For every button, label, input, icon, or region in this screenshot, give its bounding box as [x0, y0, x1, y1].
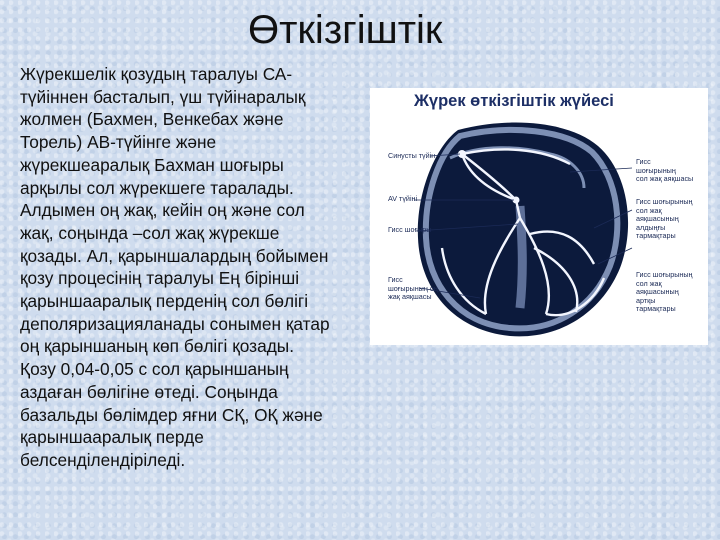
label-his-posterior-branches: Гисс шоғырының сол жақ аяқшасының артқы тармақтары — [636, 270, 693, 313]
label-sinus-node: Синусты түйін — [388, 151, 436, 160]
body-text: Жүрекшелік қозудың таралуы СА- түйіннен басталып, үш түйінаралық жолмен (Бахмен, Венкебах және Торель) АВ-түйінге және жүрекшеаралық Бахман шоғыры арқылы сол жүрекшеге таралады. Алдымен оң жақ, кейін оң және сол жақ, соңында –сол жақ жүрекше қозады. Ал, қарыншалардың бойымен қозу процесінің таралуы Ең бірінші қарыншааралық перденің сол бөлігі деполяризацияланады сонымен қатар оң қарыншаның көп бөлігі қозады. Қозу 0,04-0,05 с сол қарыншаның аздаған бөлігіне өтеді. Соңында базальды бөлімдер яғни СҚ, ОҚ және қарыншааралық перде белсенділендіріледі. — [20, 64, 330, 470]
conduction-system-figure — [370, 88, 708, 345]
figure-title: Жүрек өткізгіштік жүйесі — [414, 92, 614, 110]
label-his-right-branch: Гисс шоғырының оң жақ аяқшасы — [388, 275, 438, 301]
label-his-left-branch: Гисс шоғырының сол жақ аяқшасы — [636, 157, 694, 183]
slide-title: Өткізгіштік — [248, 8, 443, 52]
label-av-node: AV түйіні — [388, 194, 418, 203]
label-his-left-anterior-branches: Гисс шоғырының сол жақ аяқшасының алдыңғы тармақтары — [636, 197, 693, 240]
label-his-bundle: Гисс шоғыры — [388, 225, 432, 234]
